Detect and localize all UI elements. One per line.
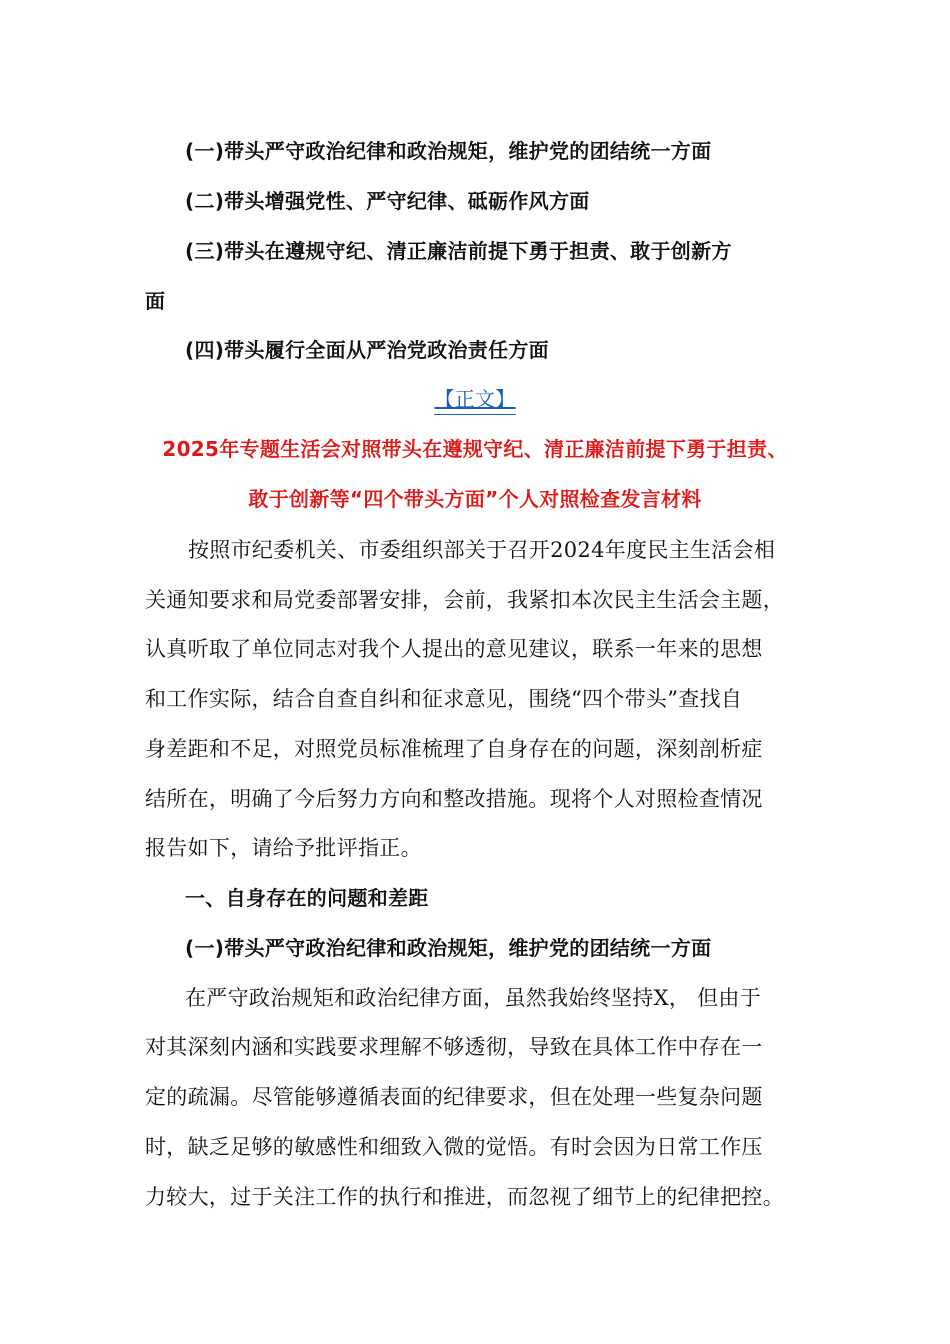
- section-1-subheading-1: (一)带头严守政治纪律和政治规矩，维护党的团结统一方面: [185, 936, 712, 960]
- outline-item-3-line-1: (三)带头在遵规守纪、清正廉洁前提下勇于担责、敢于创新方: [185, 239, 732, 263]
- outline-item-2: (二)带头增强党性、严守纪律、砥砺作风方面: [185, 189, 590, 213]
- section-1-heading: 一、自身存在的问题和差距: [185, 886, 429, 910]
- section-1-line-4: 时，缺乏足够的敏感性和细致入微的觉悟。有时会因为日常工作压: [145, 1135, 763, 1159]
- intro-line-1: 按照市纪委机关、市委组织部关于召开2024年度民主生活会相: [188, 538, 776, 562]
- main-text-link-row: [0, 384, 950, 415]
- intro-line-3: 认真听取了单位同志对我个人提出的意见建议，联系一年来的思想: [145, 637, 763, 661]
- document-title-line-1: 2025年专题生活会对照带头在遵规守纪、清正廉洁前提下勇于担责、: [162, 437, 788, 461]
- section-1-line-5: 力较大，过于关注工作的执行和推进，而忽视了细节上的纪律把控。: [145, 1185, 784, 1209]
- intro-line-2: 关通知要求和局党委部署安排，会前，我紧扣本次民主生活会主题，: [145, 588, 784, 612]
- intro-line-7: 报告如下，请给予批评指正。: [145, 836, 422, 860]
- main-text-link[interactable]: 【正文】: [434, 384, 515, 415]
- outline-item-3-line-2: 面: [145, 289, 166, 313]
- document-title-line-2: 敢于创新等“四个带头方面”个人对照检查发言材料: [248, 487, 702, 511]
- outline-item-1: (一)带头严守政治纪律和政治规矩，维护党的团结统一方面: [185, 139, 712, 163]
- intro-line-5: 身差距和不足，对照党员标准梳理了自身存在的问题，深刻剖析症: [145, 737, 763, 761]
- section-1-line-2: 对其深刻内涵和实践要求理解不够透彻，导致在具体工作中存在一: [145, 1035, 763, 1059]
- intro-line-4: 和工作实际，结合自查自纠和征求意见，围绕“四个带头”查找自: [145, 687, 743, 711]
- outline-item-4: (四)带头履行全面从严治党政治责任方面: [185, 338, 549, 362]
- section-1-line-3: 定的疏漏。尽管能够遵循表面的纪律要求，但在处理一些复杂问题: [145, 1085, 763, 1109]
- intro-line-6: 结所在，明确了今后努力方向和整改措施。现将个人对照检查情况: [145, 787, 763, 811]
- section-1-line-1: 在严守政治规矩和政治纪律方面，虽然我始终坚持X， 但由于: [185, 986, 762, 1010]
